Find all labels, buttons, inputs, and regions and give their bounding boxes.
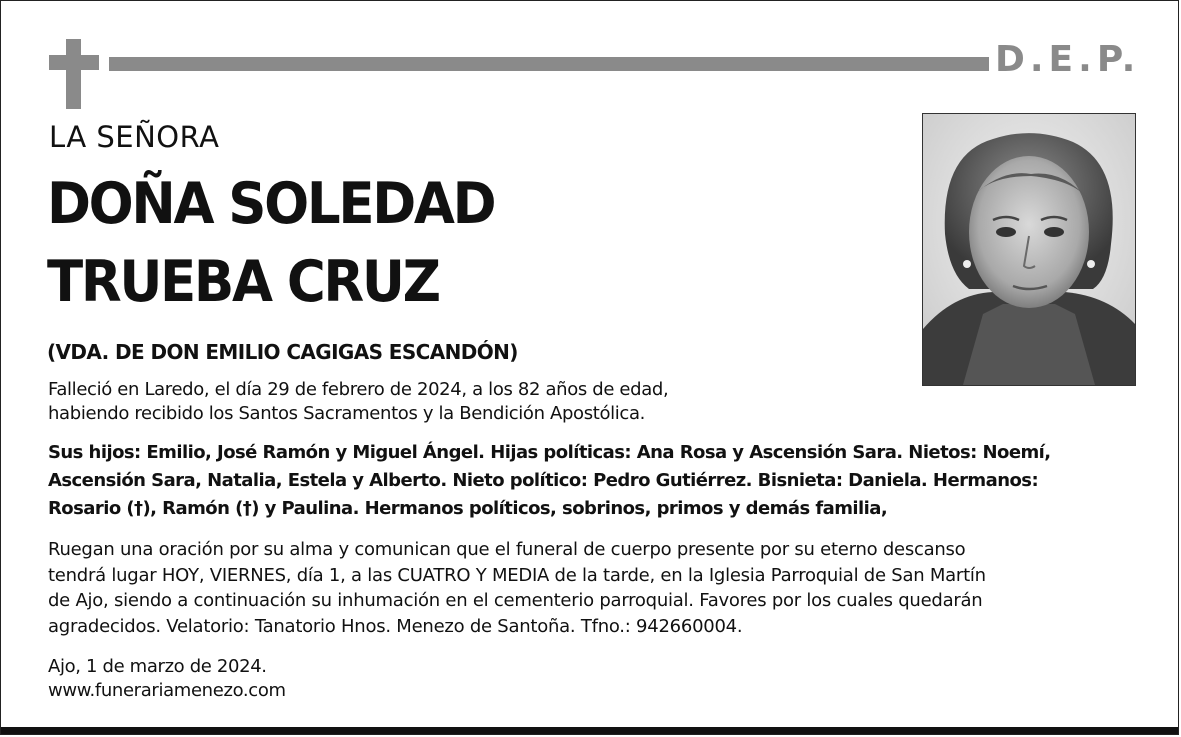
funeral-details xyxy=(48,537,1148,639)
funeral-line: agradecidos. Velatorio: Tanatorio Hnos. Menezo de Santoña. Tfno.: 942660004. xyxy=(48,615,743,637)
website-link[interactable]: www.funerariamenezo.com xyxy=(48,680,286,701)
bottom-border xyxy=(1,727,1178,734)
header-rule xyxy=(109,57,989,71)
deceased-name-line2: TRUEBA CRUZ xyxy=(47,249,439,315)
death-notice-line: habiendo recibido los Santos Sacramentos y la Bendición Apostólica. xyxy=(48,403,646,424)
footer xyxy=(48,655,648,703)
portrait-photo xyxy=(922,113,1136,386)
funeral-line: Ruegan una oración por su alma y comunican que el funeral de cuerpo presente por su eterno descanso xyxy=(48,539,966,560)
family-list xyxy=(48,439,1158,523)
family-line: Sus hijos: Emilio, José Ramón y Miguel Ángel. Hijas políticas: Ana Rosa y Ascensión Sara. Nietos: Noemí, xyxy=(48,442,1051,463)
cross-icon xyxy=(49,39,99,109)
funeral-line: de Ajo, siendo a continuación su inhumación en el cementerio parroquial. Favores por los cuales quedarán xyxy=(48,590,983,611)
funeral-line: tendrá lugar HOY, VIERNES, día 1, a las CUATRO Y MEDIA de la tarde, en la Iglesia Parroquial de San Martín xyxy=(48,564,986,586)
family-line: Ascensión Sara, Natalia, Estela y Alberto. Nieto político: Pedro Gutiérrez. Bisnieta: Daniela. Hermanos: xyxy=(48,470,1039,491)
dep-heading: D.E.P. xyxy=(995,39,1141,80)
honorific-title: LA SEÑORA xyxy=(49,120,220,154)
widow-of: (VDA. DE DON EMILIO CAGIGAS ESCANDÓN) xyxy=(47,340,518,364)
family-line: Rosario (†), Ramón (†) y Paulina. Hermanos políticos, sobrinos, primos y demás familia, xyxy=(48,498,888,519)
death-notice xyxy=(48,378,908,426)
death-notice-line: Falleció en Laredo, el día 29 de febrero de 2024, a los 82 años de edad, xyxy=(48,379,669,400)
deceased-name-line1: DOÑA SOLEDAD xyxy=(47,171,495,237)
place-date: Ajo, 1 de marzo de 2024. xyxy=(48,656,267,677)
